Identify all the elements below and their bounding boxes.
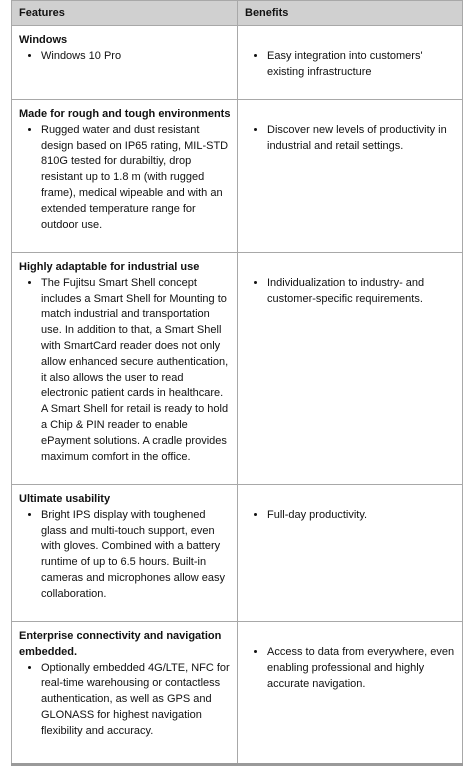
benefit-list: [245, 645, 456, 692]
feature-list: [19, 508, 231, 603]
benefit-item: • Easy integration into customers' existing infrastructure: [267, 49, 456, 81]
feature-cell: [12, 253, 238, 485]
benefit-cell: [238, 26, 463, 100]
feature-item: • Rugged water and dust resistant design based on IP65 rating, MIL-STD 810G tested for durabiltiy, drop resistant up to 1.8 m (with rugged frame), medical wipeable and with an extended temperature range for outdoor use.: [41, 123, 231, 234]
benefit-item: • Access to data from everywhere, even enabling professional and highly accurate navigation.: [267, 645, 456, 692]
features-benefits-table: [11, 0, 463, 766]
table-header-row: [12, 1, 463, 26]
feature-list: [19, 49, 231, 65]
feature-list: [19, 276, 231, 466]
benefit-item: • Discover new levels of productivity in industrial and retail settings.: [267, 123, 456, 155]
feature-title: Made for rough and tough environments: [19, 108, 231, 120]
benefit-list: [245, 508, 456, 524]
feature-cell: [12, 622, 238, 765]
benefit-cell: [238, 622, 463, 765]
feature-item: • Optionally embedded 4G/LTE, NFC for real-time warehousing or contactless authentication, as well as GPS and GLONASS for highest navigation flexibility and accuracy.: [41, 661, 231, 740]
benefits-header: Benefits: [238, 1, 463, 26]
benefit-item: • Individualization to industry- and customer-specific requirements.: [267, 276, 456, 308]
features-header: Features: [12, 1, 238, 26]
feature-title: Enterprise connectivity and navigation embedded.: [19, 630, 222, 658]
feature-cell: [12, 100, 238, 253]
feature-item: • Windows 10 Pro: [41, 49, 231, 65]
benefit-list: [245, 276, 456, 308]
feature-item: • Bright IPS display with toughened glass and multi-touch support, even with gloves. Combined with a battery runtime of up to 6.5 hours. Built-in cameras and microphones allow easy collaboration.: [41, 508, 231, 603]
feature-list: [19, 123, 231, 234]
table-row: [12, 253, 463, 485]
feature-item: • The Fujitsu Smart Shell concept includes a Smart Shell for Mounting to match industrial and transportation use. In addition to that, a Smart Shell with SmartCard reader does not only allow enhanced secure authentication, it also allows the user to read electronic patient cards in healthcare. A Smart Shell for retail is ready to hold a Chip & PIN reader to enable ePayment solutions. A cradle provides maximum comfort in the office.: [41, 276, 231, 466]
table-row: [12, 485, 463, 622]
benefit-list: [245, 49, 456, 81]
benefit-cell: [238, 253, 463, 485]
benefit-cell: [238, 485, 463, 622]
table-row: [12, 100, 463, 253]
table-row: [12, 26, 463, 100]
benefit-item: • Full-day productivity.: [267, 508, 456, 524]
feature-title: Highly adaptable for industrial use: [19, 261, 200, 273]
table-row: [12, 622, 463, 765]
feature-list: [19, 661, 231, 740]
feature-cell: [12, 26, 238, 100]
benefit-cell: [238, 100, 463, 253]
feature-title: Ultimate usability: [19, 493, 111, 505]
benefit-list: [245, 123, 456, 155]
feature-cell: [12, 485, 238, 622]
feature-title: Windows: [19, 34, 68, 46]
